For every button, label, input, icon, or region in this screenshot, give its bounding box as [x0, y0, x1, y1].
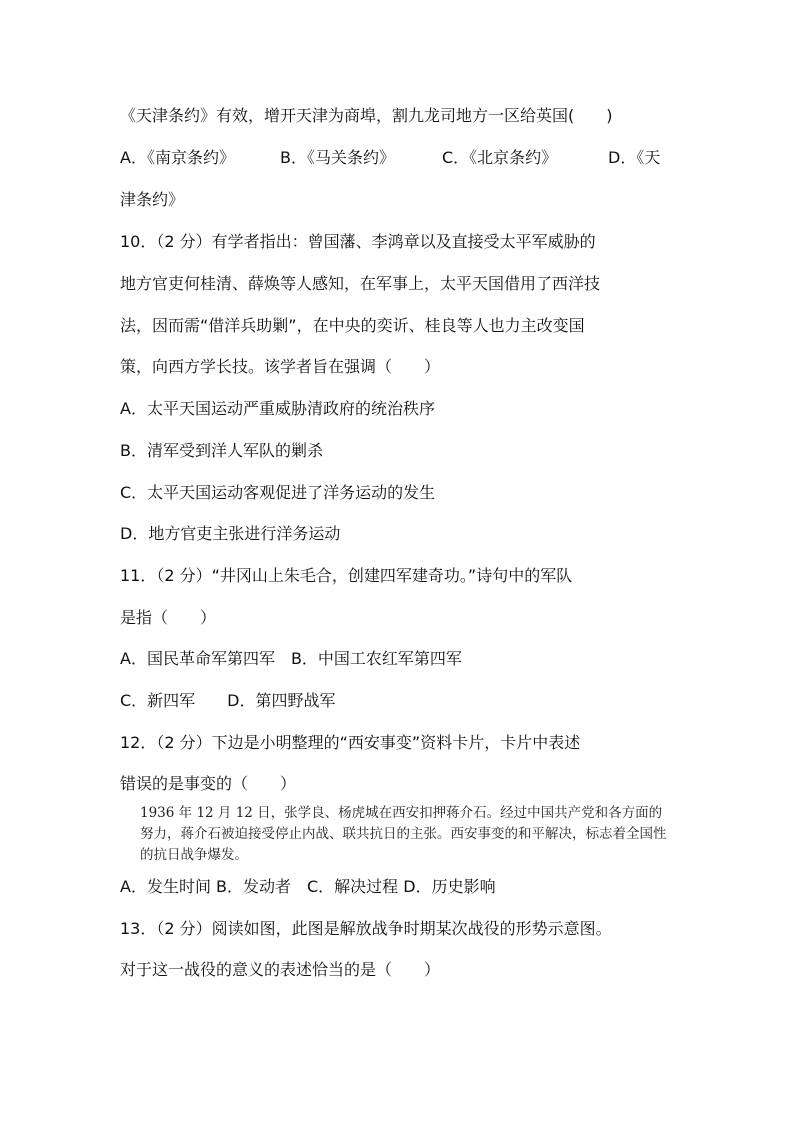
q10-stem-line-2: 地方官吏何桂清、薛焕等人感知，在军事上，太平天国借用了西洋技 [120, 274, 601, 293]
q10-stem-line-4: 策，向西方学长技。该学者旨在强调（ ） [120, 357, 441, 376]
q10-option-a[interactable]: A．太平天国运动严重威胁清政府的统治秩序 [120, 399, 435, 418]
q12-stem-line-2: 错误的是事变的（ ） [120, 774, 297, 793]
q10-option-c[interactable]: C．太平天国运动客观促进了洋务运动的发生 [120, 483, 436, 502]
q11-options-cd[interactable]: C．新四军 D．第四野战军 [120, 691, 336, 710]
q9-option-c[interactable]: C．《北京条约》 [442, 148, 558, 167]
q10-option-b[interactable]: B．清军受到洋人军队的剿杀 [120, 441, 323, 460]
q12-stem-line-1: 12．（2 分）下边是小明整理的“西安事变”资料卡片，卡片中表述 [120, 733, 581, 752]
q10-stem-line-3: 法，因而需“借洋兵助剿”，在中央的奕䜣、桂良等人也力主改变国 [120, 316, 585, 335]
q9-options-row [120, 148, 680, 168]
q11-stem-line-2: 是指（ ） [120, 608, 217, 627]
q10-option-d[interactable]: D．地方官吏主张进行洋务运动 [120, 524, 341, 543]
q13-stem-line-1: 13．（2 分）阅读如图，此图是解放战争时期某次战役的形势示意图。 [120, 919, 612, 938]
q11-options-ab[interactable]: A．国民革命军第四军 B．中国工农红军第四军 [120, 649, 462, 668]
q12-options[interactable]: A．发生时间 B．发动者 C．解决过程 D．历史影响 [120, 877, 496, 896]
q9-option-d[interactable]: D．《天 [608, 148, 661, 167]
q9-option-b[interactable]: B．《马关条约》 [280, 148, 395, 167]
q9-option-a[interactable]: A．《南京条约》 [120, 148, 235, 167]
q9-option-d-continued: 津条约》 [120, 190, 185, 209]
q10-stem-line-1: 10．（2 分）有学者指出：曾国藩、李鸿章以及直接受太平军威胁的 [120, 232, 596, 251]
q9-stem-line: 《天津条约》有效，增开天津为商埠，割九龙司地方一区给英国( ) [120, 106, 613, 125]
q11-stem-line-1: 11．（2 分）“井冈山上朱毛合，创建四军建奇功。”诗句中的军队 [120, 566, 573, 585]
xian-incident-card: 1936 年 12 月 12 日，张学良、杨虎城在西安扣押蒋介石。经过中国共产党和各方面的努力，蒋介石被迫接受停止内战、联共抗日的主张。西安事变的和平解决，标志着全国性的抗日战争爆发。 [140, 805, 667, 863]
q13-stem-line-2: 对于这一战役的意义的表述恰当的是（ ） [120, 960, 441, 979]
